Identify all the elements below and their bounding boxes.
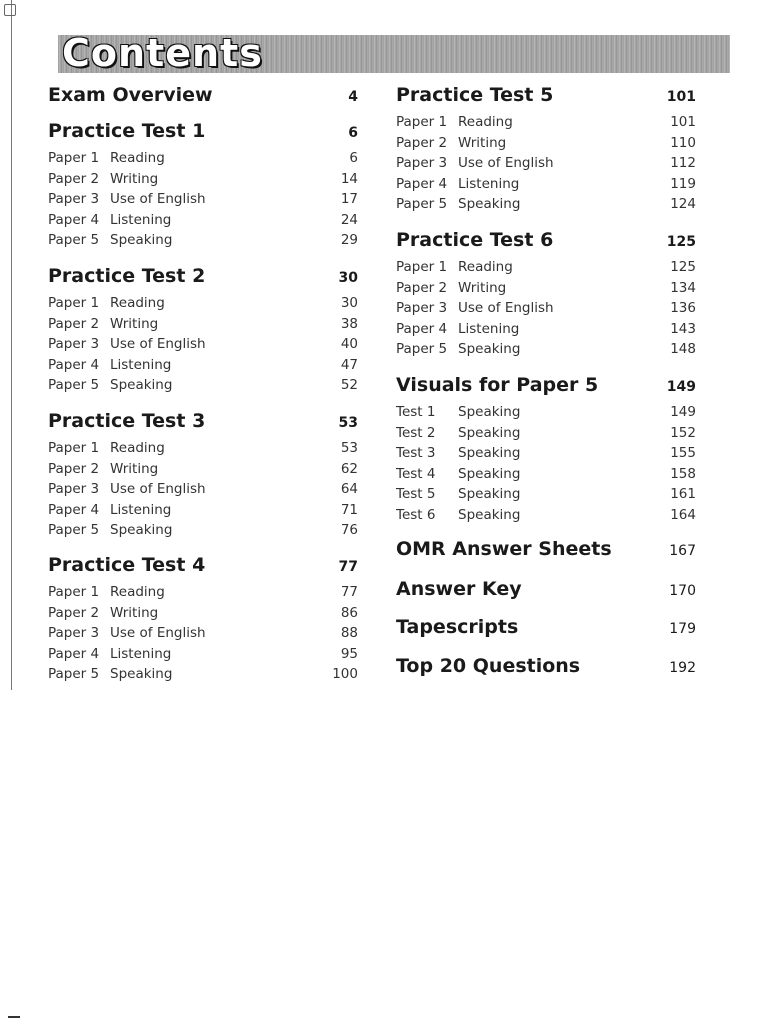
toc-entry-name: Use of English <box>458 300 554 317</box>
toc-section-title: Exam Overview <box>48 84 213 106</box>
toc-entry-page-number: 134 <box>670 279 696 296</box>
toc-entry-page-number: 158 <box>670 465 696 482</box>
toc-section-page-number: 77 <box>338 559 358 575</box>
toc-entry[interactable] <box>48 605 358 626</box>
toc-entry[interactable] <box>48 440 358 461</box>
toc-entry-page-number: 14 <box>340 170 358 187</box>
toc-section-heading[interactable] <box>396 229 696 259</box>
toc-section-page-number: 4 <box>348 89 358 105</box>
toc-entry-name: Speaking <box>458 486 521 503</box>
toc-entry[interactable] <box>396 300 696 321</box>
toc-entry-name: Reading <box>458 259 513 275</box>
toc-entry[interactable] <box>48 481 358 502</box>
toc-entry[interactable] <box>48 295 358 316</box>
toc-section-exam-overview <box>48 84 358 114</box>
toc-entry-page-number: 40 <box>340 336 358 353</box>
toc-entry-label: Paper 1 <box>48 150 100 166</box>
toc-entry-name: Speaking <box>110 522 173 539</box>
toc-entry[interactable] <box>396 321 696 342</box>
toc-section-heading[interactable] <box>396 374 696 404</box>
toc-entry-label: Paper 4 <box>396 320 448 337</box>
toc-entry-label: Test 5 <box>396 486 436 503</box>
toc-entry[interactable] <box>48 502 358 523</box>
toc-section-title: Practice Test 6 <box>396 229 554 251</box>
toc-entry[interactable] <box>396 445 696 466</box>
toc-entry-label: Paper 3 <box>396 300 448 317</box>
toc-entry-label: Paper 2 <box>48 460 100 477</box>
toc-entry-label: Paper 3 <box>48 191 100 208</box>
toc-entry-label: Paper 3 <box>396 155 448 172</box>
toc-section-page-number: 192 <box>669 660 696 676</box>
toc-section-practice-test-5 <box>396 84 696 217</box>
toc-entry-name: Speaking <box>458 404 521 420</box>
toc-entry-name: Listening <box>110 211 172 228</box>
toc-entry-name: Writing <box>458 279 507 296</box>
toc-section-title: OMR Answer Sheets <box>396 538 612 560</box>
toc-entry-name: Reading <box>110 584 165 600</box>
page-title: Contents <box>62 31 263 75</box>
toc-entry[interactable] <box>396 259 696 280</box>
toc-entry-label: Paper 4 <box>48 645 100 662</box>
toc-entry-name: Speaking <box>110 666 173 683</box>
toc-entry-page-number: 47 <box>340 356 358 373</box>
toc-entry-name: Listening <box>458 320 520 337</box>
toc-entry-page-number: 76 <box>340 522 358 539</box>
toc-entry-name: Reading <box>110 150 165 166</box>
toc-entry-label: Test 6 <box>396 506 436 523</box>
toc-entry-label: Paper 5 <box>48 232 100 249</box>
toc-entry-label: Paper 5 <box>48 522 100 539</box>
toc-entry[interactable] <box>396 280 696 301</box>
toc-entry-label: Test 1 <box>396 404 436 420</box>
toc-entry-name: Speaking <box>110 377 173 394</box>
toc-section-page-number: 30 <box>338 270 358 286</box>
toc-entry-page-number: 17 <box>340 191 358 208</box>
toc-entry[interactable] <box>396 176 696 197</box>
toc-entry-name: Listening <box>458 175 520 192</box>
toc-section-page-number: 149 <box>666 379 696 395</box>
scan-bottom-mark <box>8 1016 20 1018</box>
toc-section-title: Practice Test 4 <box>48 554 206 576</box>
contents-banner <box>58 31 730 75</box>
toc-entry-name: Reading <box>110 295 165 311</box>
toc-entry-label: Paper 1 <box>396 259 448 275</box>
toc-section-page-number: 170 <box>669 583 696 599</box>
toc-section-top-20-questions <box>396 655 696 685</box>
toc-entry-name: Listening <box>110 645 172 662</box>
toc-section-heading[interactable] <box>396 84 696 114</box>
toc-entry-name: Reading <box>110 440 165 456</box>
toc-entry-page-number: 64 <box>340 481 358 498</box>
toc-entry[interactable] <box>396 341 696 362</box>
toc-entry[interactable] <box>396 425 696 446</box>
toc-entry[interactable] <box>396 486 696 507</box>
toc-section-heading[interactable] <box>48 554 358 584</box>
toc-entry-label: Paper 1 <box>48 584 100 600</box>
toc-entry-label: Paper 1 <box>396 114 448 130</box>
toc-entry-label: Test 4 <box>396 465 436 482</box>
toc-entry-page-number: 119 <box>670 175 696 192</box>
toc-entry-label: Paper 4 <box>48 211 100 228</box>
toc-section-heading[interactable] <box>396 616 696 646</box>
toc-section-title: Visuals for Paper 5 <box>396 374 599 396</box>
toc-section-title: Practice Test 5 <box>396 84 554 106</box>
toc-entry-name: Speaking <box>458 445 521 462</box>
toc-entry-page-number: 125 <box>670 259 696 275</box>
toc-entry-name: Speaking <box>110 232 173 249</box>
toc-entry[interactable] <box>48 646 358 667</box>
toc-section-page-number: 179 <box>669 621 696 637</box>
toc-entry-page-number: 52 <box>340 377 358 394</box>
toc-entry-name: Writing <box>110 604 159 621</box>
toc-entry[interactable] <box>48 666 358 687</box>
toc-entry-name: Use of English <box>110 191 206 208</box>
toc-entry-page-number: 136 <box>670 300 696 317</box>
toc-section-tapescripts <box>396 616 696 646</box>
toc-section-title: Top 20 Questions <box>396 655 581 677</box>
toc-entry-name: Use of English <box>110 625 206 642</box>
toc-entry[interactable] <box>48 212 358 233</box>
toc-section-title: Answer Key <box>396 578 522 600</box>
toc-entry-page-number: 24 <box>340 211 358 228</box>
toc-section-practice-test-3 <box>48 410 358 543</box>
toc-section-title: Practice Test 3 <box>48 410 206 432</box>
toc-entry-name: Writing <box>110 460 159 477</box>
toc-entry-label: Paper 5 <box>48 666 100 683</box>
toc-entry[interactable] <box>48 150 358 171</box>
toc-entry-label: Paper 2 <box>48 604 100 621</box>
toc-entry-name: Use of English <box>458 155 554 172</box>
toc-section-practice-test-6 <box>396 229 696 362</box>
toc-entry-label: Test 3 <box>396 445 436 462</box>
toc-entry-name: Listening <box>110 356 172 373</box>
scan-edge-line <box>11 0 12 690</box>
toc-entry-page-number: 110 <box>670 134 696 151</box>
toc-entry-page-number: 29 <box>340 232 358 249</box>
toc-entry[interactable] <box>48 357 358 378</box>
toc-entry[interactable] <box>396 196 696 217</box>
toc-section-title: Practice Test 1 <box>48 120 206 142</box>
toc-entry-label: Paper 4 <box>396 175 448 192</box>
toc-entry-label: Paper 3 <box>48 336 100 353</box>
toc-entry-page-number: 77 <box>340 584 358 600</box>
toc-section-practice-test-1 <box>48 120 358 253</box>
toc-entry[interactable] <box>48 232 358 253</box>
toc-section-answer-key <box>396 578 696 608</box>
toc-entry[interactable] <box>48 625 358 646</box>
toc-entry-label: Paper 5 <box>396 341 448 358</box>
toc-entry-page-number: 38 <box>340 315 358 332</box>
toc-section-omr-answer-sheets <box>396 538 696 568</box>
toc-section-heading[interactable] <box>396 538 696 568</box>
toc-entry-page-number: 100 <box>332 666 358 683</box>
toc-entry-label: Paper 5 <box>396 196 448 213</box>
toc-entry[interactable] <box>48 584 358 605</box>
toc-entry-name: Speaking <box>458 341 521 358</box>
toc-entry-label: Paper 5 <box>48 377 100 394</box>
toc-entry-name: Speaking <box>458 506 521 523</box>
toc-section-page-number: 101 <box>666 89 696 105</box>
toc-section-visuals-for-paper-5 <box>396 374 696 528</box>
toc-entry-page-number: 112 <box>670 155 696 172</box>
toc-entry[interactable] <box>396 466 696 487</box>
toc-entry-page-number: 155 <box>670 445 696 462</box>
toc-entry[interactable] <box>48 522 358 543</box>
toc-section-practice-test-4 <box>48 554 358 687</box>
toc-entry[interactable] <box>48 336 358 357</box>
toc-entry-page-number: 71 <box>340 501 358 518</box>
toc-entry-page-number: 62 <box>340 460 358 477</box>
toc-entry[interactable] <box>48 171 358 192</box>
toc-entry-page-number: 6 <box>349 150 358 166</box>
toc-section-heading[interactable] <box>48 120 358 150</box>
toc-entry-page-number: 164 <box>670 506 696 523</box>
toc-entry-name: Speaking <box>458 465 521 482</box>
toc-section-page-number: 6 <box>348 125 358 141</box>
toc-section-title: Tapescripts <box>396 616 519 638</box>
toc-entry-page-number: 88 <box>340 625 358 642</box>
toc-entry[interactable] <box>396 507 696 528</box>
toc-section-title: Practice Test 2 <box>48 265 206 287</box>
toc-entry-page-number: 30 <box>340 295 358 311</box>
toc-entry-page-number: 101 <box>670 114 696 130</box>
toc-entry-name: Speaking <box>458 424 521 441</box>
toc-entry[interactable] <box>48 191 358 212</box>
toc-entry-label: Paper 1 <box>48 440 100 456</box>
toc-entry-name: Reading <box>458 114 513 130</box>
toc-entry-page-number: 152 <box>670 424 696 441</box>
toc-section-heading[interactable] <box>48 410 358 440</box>
toc-section-practice-test-2 <box>48 265 358 398</box>
toc-entry-page-number: 148 <box>670 341 696 358</box>
toc-section-heading[interactable] <box>48 265 358 295</box>
toc-entry-page-number: 53 <box>340 440 358 456</box>
toc-entry[interactable] <box>48 461 358 482</box>
toc-entry[interactable] <box>48 316 358 337</box>
toc-entry[interactable] <box>396 135 696 156</box>
toc-entry-label: Paper 2 <box>396 134 448 151</box>
toc-entry-page-number: 143 <box>670 320 696 337</box>
toc-entry-label: Paper 3 <box>48 625 100 642</box>
toc-entry-page-number: 124 <box>670 196 696 213</box>
toc-entry[interactable] <box>396 114 696 135</box>
toc-entry-label: Paper 4 <box>48 501 100 518</box>
toc-entry-name: Use of English <box>110 481 206 498</box>
toc-entry-label: Paper 2 <box>48 170 100 187</box>
toc-section-page-number: 125 <box>666 234 696 250</box>
scan-corner-mark <box>4 4 16 16</box>
toc-entry-name: Writing <box>110 170 159 187</box>
toc-entry-name: Listening <box>110 501 172 518</box>
toc-entry[interactable] <box>48 377 358 398</box>
toc-section-heading[interactable] <box>48 84 358 114</box>
toc-entry-name: Writing <box>458 134 507 151</box>
toc-entry-label: Test 2 <box>396 424 436 441</box>
toc-section-page-number: 53 <box>338 415 358 431</box>
toc-entry-page-number: 161 <box>670 486 696 503</box>
toc-entry-name: Writing <box>110 315 159 332</box>
toc-entry-label: Paper 3 <box>48 481 100 498</box>
toc-section-heading[interactable] <box>396 578 696 608</box>
toc-entry[interactable] <box>396 155 696 176</box>
toc-entry-page-number: 95 <box>340 645 358 662</box>
toc-entry-name: Speaking <box>458 196 521 213</box>
toc-entry[interactable] <box>396 404 696 425</box>
toc-entry-page-number: 86 <box>340 604 358 621</box>
toc-entry-page-number: 149 <box>670 404 696 420</box>
toc-entry-label: Paper 2 <box>48 315 100 332</box>
toc-section-heading[interactable] <box>396 655 696 685</box>
toc-entry-name: Use of English <box>110 336 206 353</box>
toc-entry-label: Paper 4 <box>48 356 100 373</box>
toc-entry-label: Paper 1 <box>48 295 100 311</box>
toc-entry-label: Paper 2 <box>396 279 448 296</box>
toc-section-page-number: 167 <box>669 543 696 559</box>
